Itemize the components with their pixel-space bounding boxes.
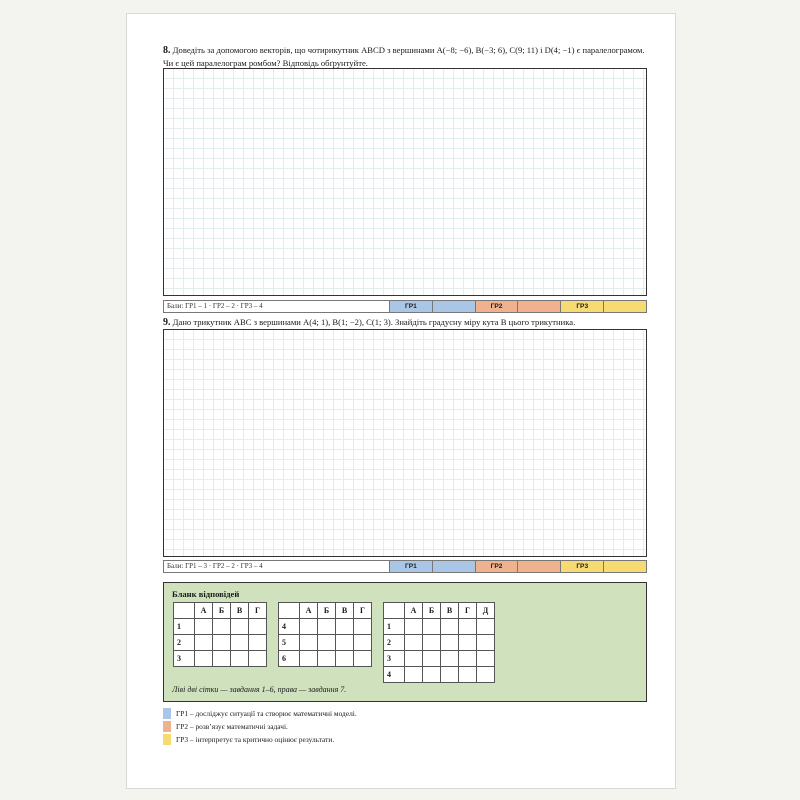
answer-cell[interactable] xyxy=(441,667,459,683)
answer-cell[interactable] xyxy=(477,619,495,635)
answer-cell[interactable] xyxy=(231,651,249,667)
legend-text: ГР1 – досліджує ситуації та створює математичні моделі. xyxy=(176,709,357,718)
answer-cell[interactable] xyxy=(300,635,318,651)
answer-cell[interactable] xyxy=(459,635,477,651)
grid-header: Г xyxy=(354,603,372,619)
grid-header: В xyxy=(336,603,354,619)
task-9-answer-grid[interactable] xyxy=(163,329,647,557)
answer-cell[interactable] xyxy=(441,651,459,667)
grid-row-label: 2 xyxy=(384,635,405,651)
task-8-answer-grid[interactable] xyxy=(163,68,647,296)
answer-cell[interactable] xyxy=(405,619,423,635)
grid-header: В xyxy=(231,603,249,619)
legend-text: ГР2 – розв’язує математичні задачі. xyxy=(176,722,288,731)
grid-header: А xyxy=(300,603,318,619)
score-cell-gr1-label: ГР1 xyxy=(389,561,432,572)
task-8-score-bar xyxy=(163,300,647,313)
worksheet-page xyxy=(126,13,676,789)
answer-cell[interactable] xyxy=(336,651,354,667)
answer-cell[interactable] xyxy=(318,651,336,667)
answer-cell[interactable] xyxy=(318,635,336,651)
grid-header: Г xyxy=(459,603,477,619)
score-cell-gr2-input[interactable] xyxy=(517,561,560,572)
grid-header: Д xyxy=(477,603,495,619)
grid-header: Б xyxy=(318,603,336,619)
answer-cell[interactable] xyxy=(354,651,372,667)
answer-cell[interactable] xyxy=(300,651,318,667)
task-8-statement xyxy=(163,44,645,69)
answer-sheet-note: Ліві дві сітки — завдання 1–6, права — завдання 7. xyxy=(172,685,347,694)
answer-cell[interactable] xyxy=(231,619,249,635)
task-9-statement xyxy=(163,316,645,329)
answer-cell[interactable] xyxy=(354,635,372,651)
grid-row-label: 1 xyxy=(384,619,405,635)
grid-corner xyxy=(384,603,405,619)
answer-cell[interactable] xyxy=(477,651,495,667)
answer-cell[interactable] xyxy=(195,619,213,635)
score-cell-gr2-input[interactable] xyxy=(517,301,560,312)
answer-cell[interactable] xyxy=(336,619,354,635)
score-cell-gr1-input[interactable] xyxy=(432,561,475,572)
task-9-score-label: Бали: ГР1 – 3 · ГР2 – 2 · ГР3 – 4 xyxy=(164,561,389,572)
legend-item-gr2 xyxy=(163,721,288,732)
grid-header: А xyxy=(195,603,213,619)
answer-cell[interactable] xyxy=(405,651,423,667)
task-8-text: Доведіть за допомогою векторів, що чотирикутник ABCD з вершинами A(−8; −6), B(−3; 6), C(9; 11) і D(4; −1) є паралелограмом. Чи є цей паралелограм ромбом? Відповідь обґрунтуйте. xyxy=(163,45,645,68)
answer-cell[interactable] xyxy=(195,651,213,667)
score-cell-gr3-input[interactable] xyxy=(603,301,646,312)
grid-header: В xyxy=(441,603,459,619)
task-9-text: Дано трикутник ABC з вершинами A(4; 1), B(1; −2), C(1; 3). Знайдіть градусну міру кута B цього трикутника. xyxy=(172,317,576,327)
answer-cell[interactable] xyxy=(354,619,372,635)
score-cell-gr1-label: ГР1 xyxy=(389,301,432,312)
legend-item-gr3 xyxy=(163,734,334,745)
answer-cell[interactable] xyxy=(405,667,423,683)
grid-row-label: 2 xyxy=(174,635,195,651)
task-8-score-label: Бали: ГР1 – 1 · ГР2 – 2 · ГР3 – 4 xyxy=(164,301,389,312)
grid-corner xyxy=(279,603,300,619)
grid-row-label: 3 xyxy=(384,651,405,667)
grid-row-label: 5 xyxy=(279,635,300,651)
answer-cell[interactable] xyxy=(477,667,495,683)
task-9-score-bar xyxy=(163,560,647,573)
answer-cell[interactable] xyxy=(423,635,441,651)
legend-swatch xyxy=(163,721,171,732)
answer-cell[interactable] xyxy=(231,635,249,651)
score-cell-gr3-label: ГР3 xyxy=(560,301,603,312)
score-cell-gr2-label: ГР2 xyxy=(475,301,518,312)
legend-item-gr1 xyxy=(163,708,357,719)
answer-grid-right xyxy=(383,602,495,683)
grid-row-label: 4 xyxy=(384,667,405,683)
grid-row-label: 1 xyxy=(174,619,195,635)
answer-cell[interactable] xyxy=(249,619,267,635)
grid-header: Г xyxy=(249,603,267,619)
answer-cell[interactable] xyxy=(459,619,477,635)
answer-cell[interactable] xyxy=(423,619,441,635)
answer-cell[interactable] xyxy=(195,635,213,651)
grid-row-label: 6 xyxy=(279,651,300,667)
answer-cell[interactable] xyxy=(459,651,477,667)
answer-cell[interactable] xyxy=(213,619,231,635)
answer-cell[interactable] xyxy=(300,619,318,635)
score-cell-gr2-label: ГР2 xyxy=(475,561,518,572)
answer-cell[interactable] xyxy=(318,619,336,635)
answer-cell[interactable] xyxy=(249,635,267,651)
legend-swatch xyxy=(163,708,171,719)
answer-cell[interactable] xyxy=(405,635,423,651)
score-cell-gr3-label: ГР3 xyxy=(560,561,603,572)
grid-header: А xyxy=(405,603,423,619)
grid-row-label: 3 xyxy=(174,651,195,667)
answer-sheet-title: Бланк відповідей xyxy=(172,589,240,599)
answer-cell[interactable] xyxy=(213,651,231,667)
answer-cell[interactable] xyxy=(441,619,459,635)
answer-sheet-panel xyxy=(163,582,647,702)
legend-swatch xyxy=(163,734,171,745)
answer-cell[interactable] xyxy=(423,667,441,683)
grid-row-label: 4 xyxy=(279,619,300,635)
answer-cell[interactable] xyxy=(423,651,441,667)
score-cell-gr1-input[interactable] xyxy=(432,301,475,312)
answer-cell[interactable] xyxy=(336,635,354,651)
answer-cell[interactable] xyxy=(249,651,267,667)
answer-cell[interactable] xyxy=(477,635,495,651)
answer-grid-left xyxy=(173,602,267,667)
answer-cell[interactable] xyxy=(441,635,459,651)
answer-grid-middle xyxy=(278,602,372,667)
legend-text: ГР3 – інтерпретує та критично оцінює результати. xyxy=(176,735,335,744)
task-8-number: 8. xyxy=(163,45,171,56)
grid-header: Б xyxy=(423,603,441,619)
score-cell-gr3-input[interactable] xyxy=(603,561,646,572)
answer-cell[interactable] xyxy=(459,667,477,683)
grid-header: Б xyxy=(213,603,231,619)
task-9-number: 9. xyxy=(163,317,171,328)
grid-corner xyxy=(174,603,195,619)
answer-cell[interactable] xyxy=(213,635,231,651)
